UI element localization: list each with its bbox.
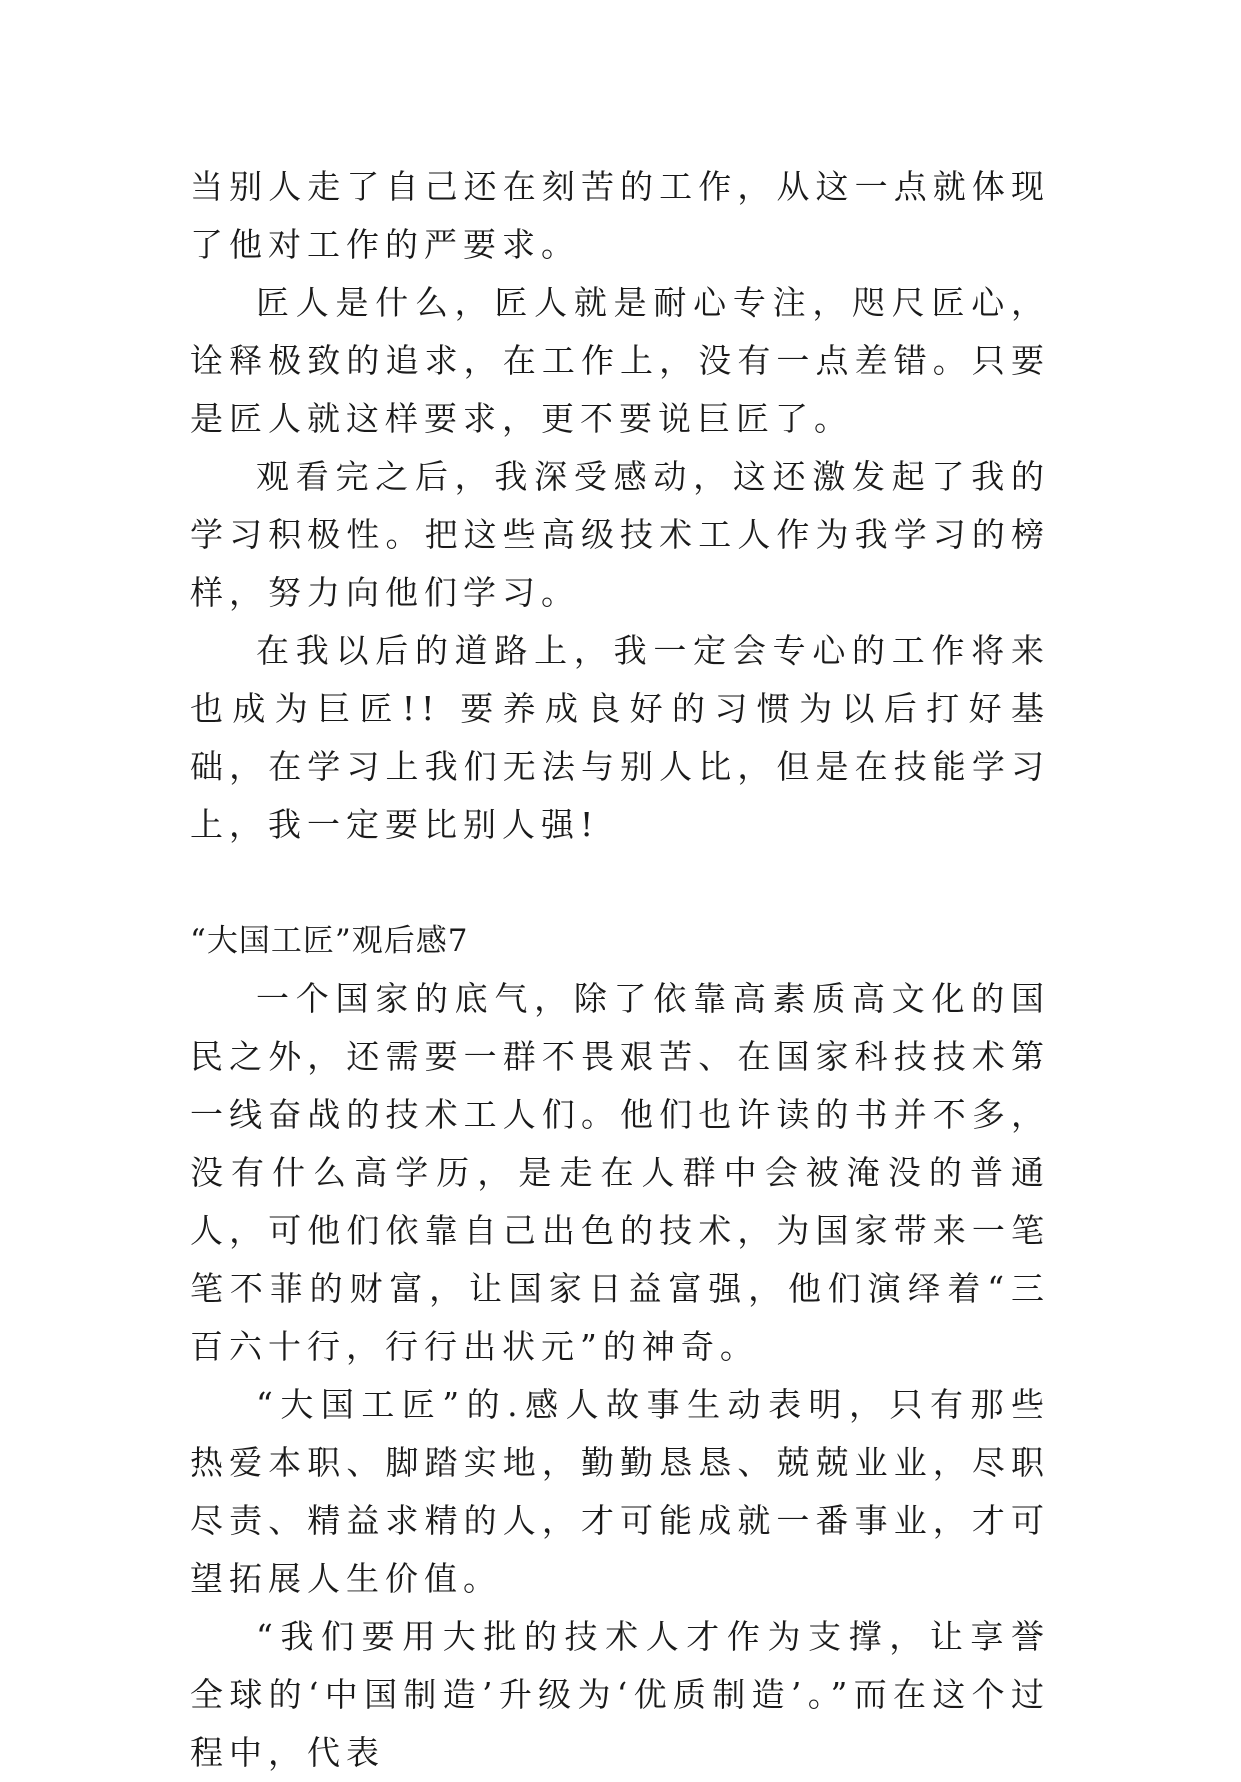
document-body	[190, 158, 1050, 1782]
paragraph-nation-strength: 一个国家的底气，除了依靠高素质高文化的国民之外，还需要一群不畏艰苦、在国家科技技术第一线奋战的技术工人们。他们也许读的书并不多，没有什么高学历，是走在人群中会被淹没的普通人，可他们依靠自己出色的技术，为国家带来一笔笔不菲的财富，让国家日益富强，他们演绎着“三百六十行，行行出状元”的神奇。	[190, 979, 1050, 1366]
paragraph-craftsman-definition: 匠人是什么，匠人就是耐心专注，咫尺匠心，诠释极致的追求，在工作上，没有一点差错。只要是匠人就这样要求，更不要说巨匠了。	[190, 283, 1050, 438]
paragraph-continuation: 当别人走了自己还在刻苦的工作，从这一点就体现了他对工作的严要求。	[190, 167, 1050, 264]
paragraph-impression: 观看完之后，我深受感动，这还激发起了我的学习积极性。把这些高级技术工人作为我学习的榜样，努力向他们学习。	[190, 457, 1050, 612]
paragraph-touching-stories: “大国工匠”的.感人故事生动表明，只有那些热爱本职、脚踏实地，勤勤恳恳、兢兢业业，尽职尽责、精益求精的人，才可能成就一番事业，才可望拓展人生价值。	[190, 1385, 1050, 1598]
paragraph-quality-manufacturing: “我们要用大批的技术人才作为支撑，让享誉全球的‘中国制造’升级为‘优质制造’。”而在这个过程中，代表	[190, 1617, 1050, 1772]
section-heading: “大国工匠”观后感7	[190, 923, 469, 959]
paragraph-resolution: 在我以后的道路上，我一定会专心的工作将来也成为巨匠!! 要养成良好的习惯为以后打好基础，在学习上我们无法与别人比，但是在技能学习上，我一定要比别人强!	[190, 631, 1050, 844]
